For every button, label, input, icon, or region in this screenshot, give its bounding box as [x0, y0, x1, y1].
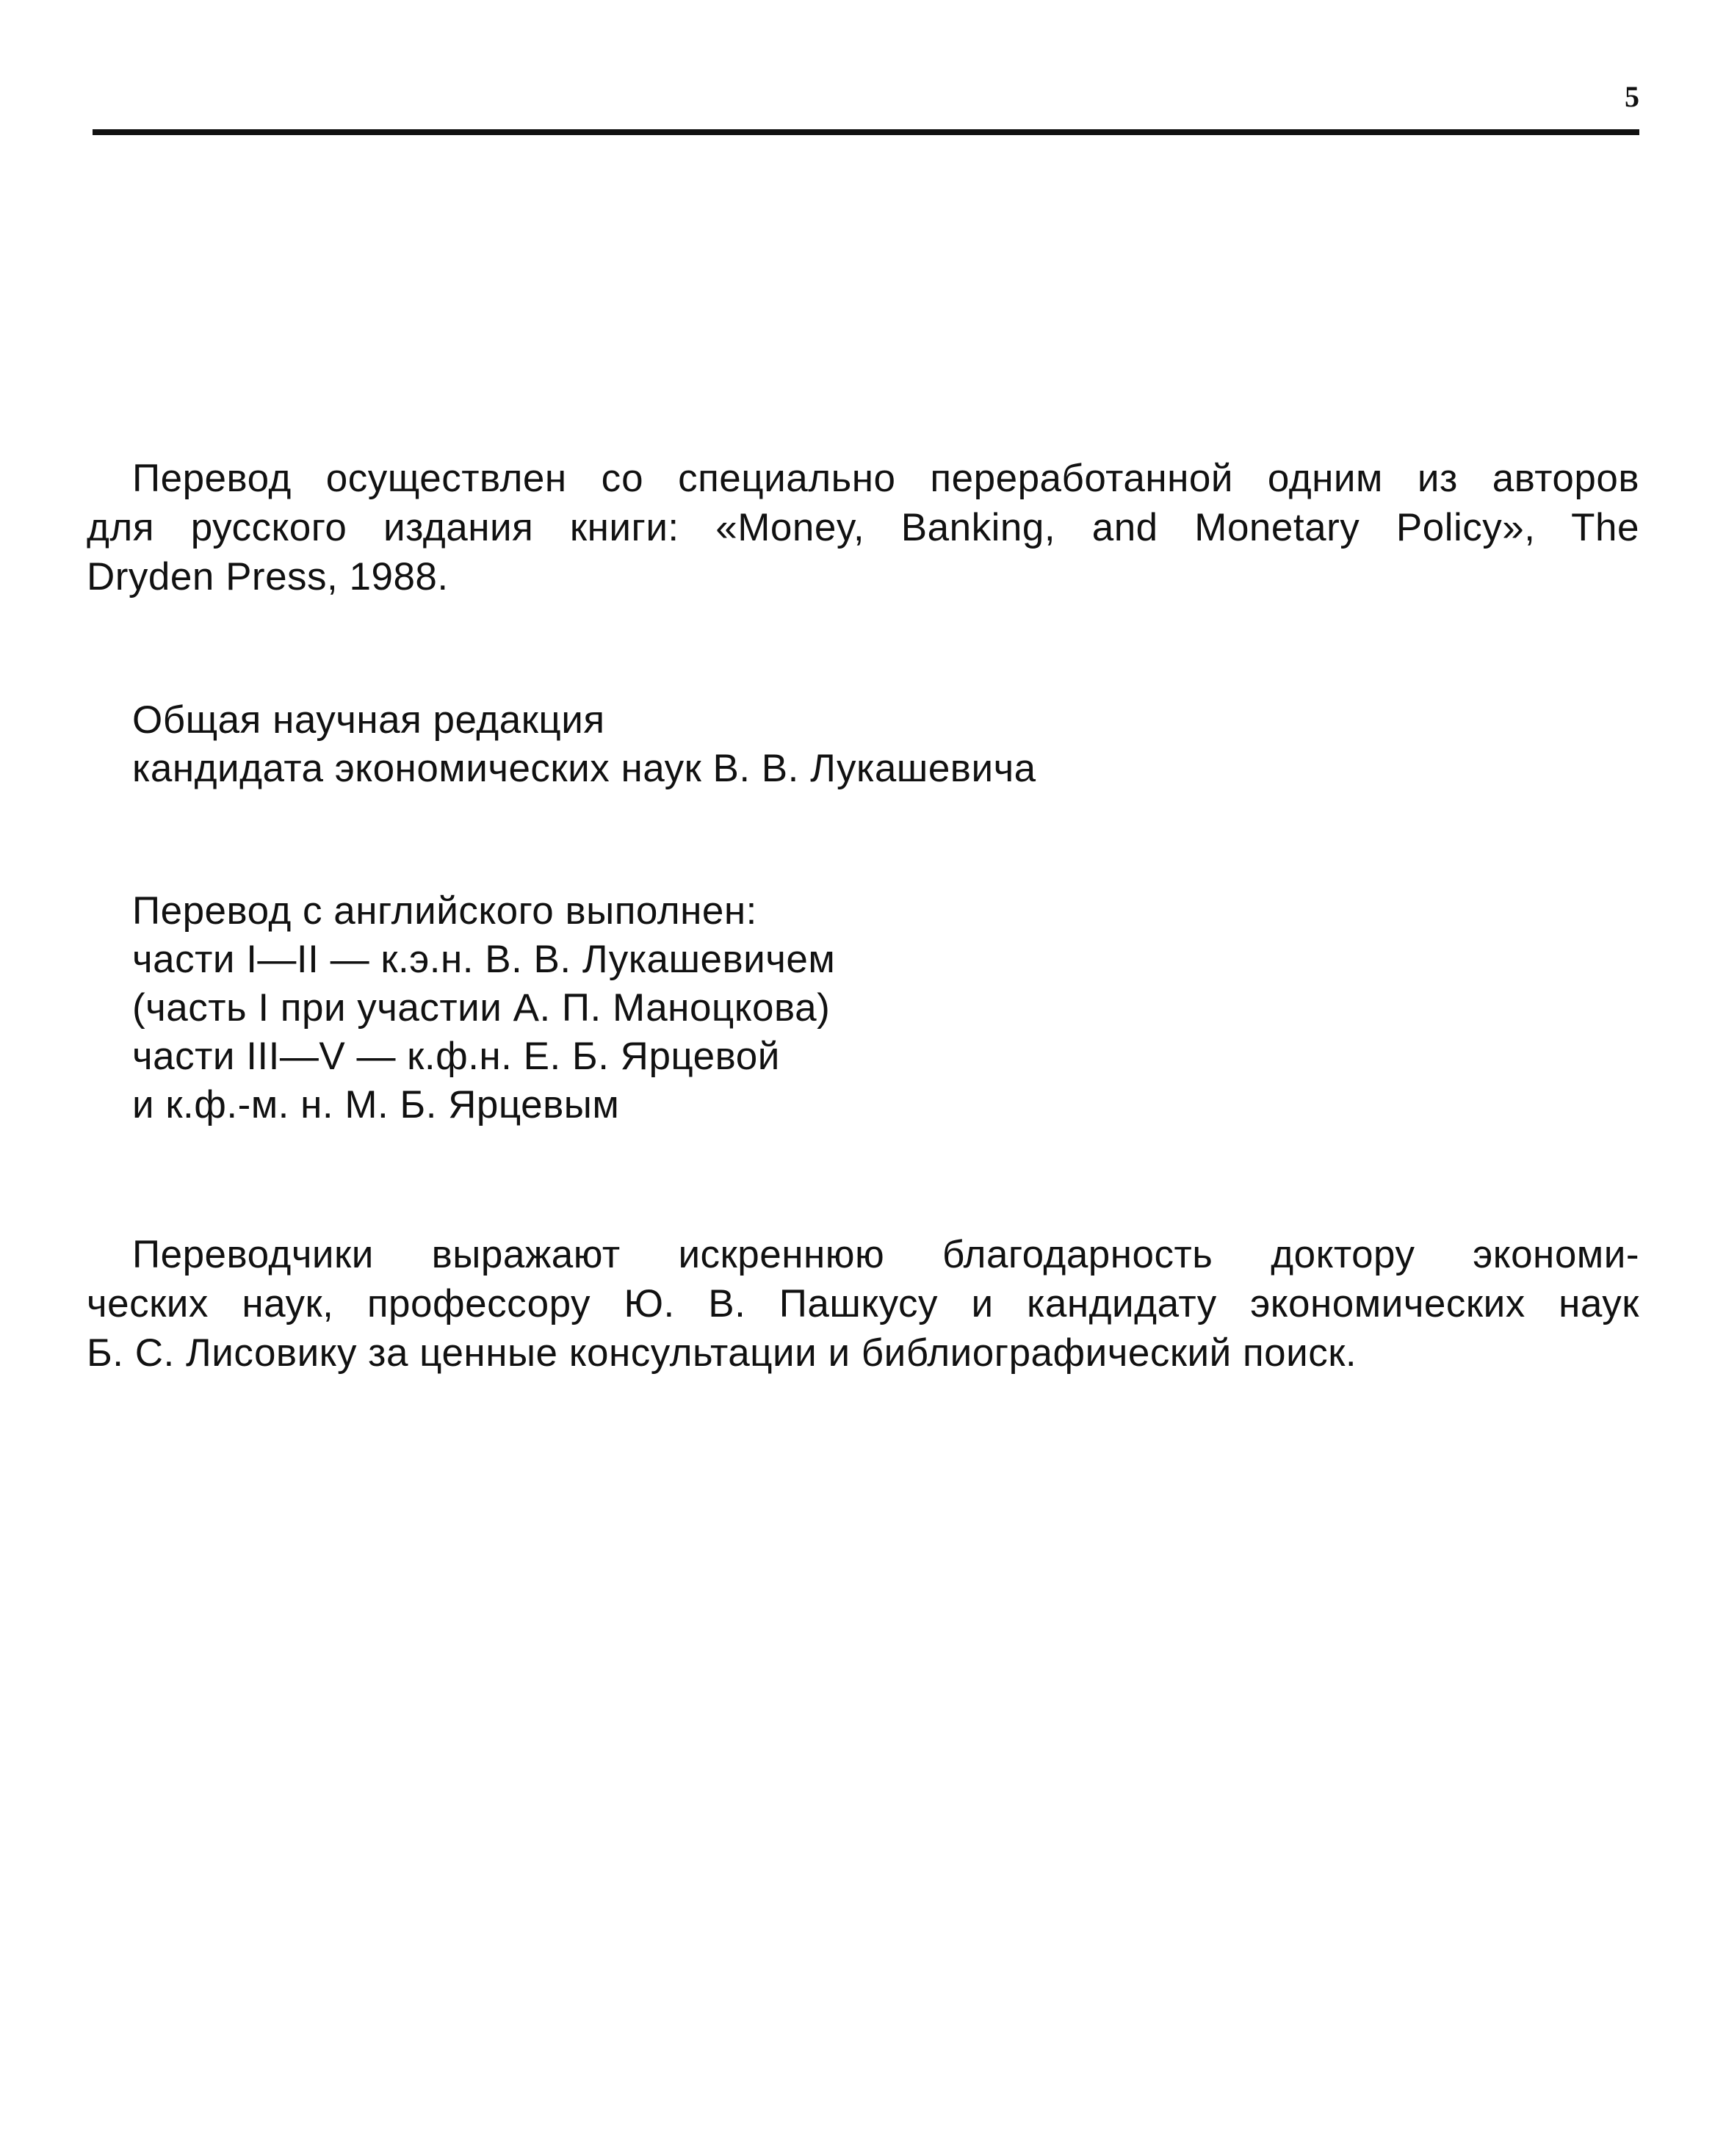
translators-line: части I—II — к.э.н. В. В. Лукашевичем [132, 938, 836, 981]
page-number: 5 [1625, 80, 1639, 113]
translation-note-line: Перевод осуществлен со специально переработанной одним из авторов [132, 457, 1639, 500]
translators-line: части III—V — к.ф.н. Е. Б. Ярцевой [132, 1035, 780, 1078]
editorial-line: Общая научная редакция [132, 698, 605, 742]
translators-credit [132, 887, 835, 1129]
editorial-line: кандидата экономических наук В. В. Лукашевича [132, 747, 1036, 790]
translators-line: (часть I при участии А. П. Маноцкова) [132, 986, 831, 1030]
translation-note-line: для русского издания книги: «Money, Banking, and Monetary Policy», The [87, 506, 1639, 549]
acknowledgement-paragraph [87, 1230, 1639, 1378]
acknowledgement [87, 1230, 1639, 1378]
translators-line: и к.ф.-м. н. М. Б. Ярцевым [132, 1083, 620, 1126]
acknowledgement-line: ческих наук, профессору Ю. В. Пашкусу и кандидату экономических наук [87, 1282, 1639, 1325]
translators-line: Перевод с английского выполнен: [132, 889, 757, 933]
editorial-credit [132, 696, 1036, 793]
acknowledgement-line: Переводчики выражают искреннюю благодарность доктору экономи- [132, 1233, 1639, 1276]
header-rule [93, 129, 1639, 135]
acknowledgement-line: Б. С. Лисовику за ценные консультации и библиографический поиск. [87, 1331, 1357, 1375]
translation-note-paragraph [87, 454, 1639, 601]
translation-note-line: Dryden Press, 1988. [87, 555, 449, 598]
translation-note [87, 454, 1639, 601]
